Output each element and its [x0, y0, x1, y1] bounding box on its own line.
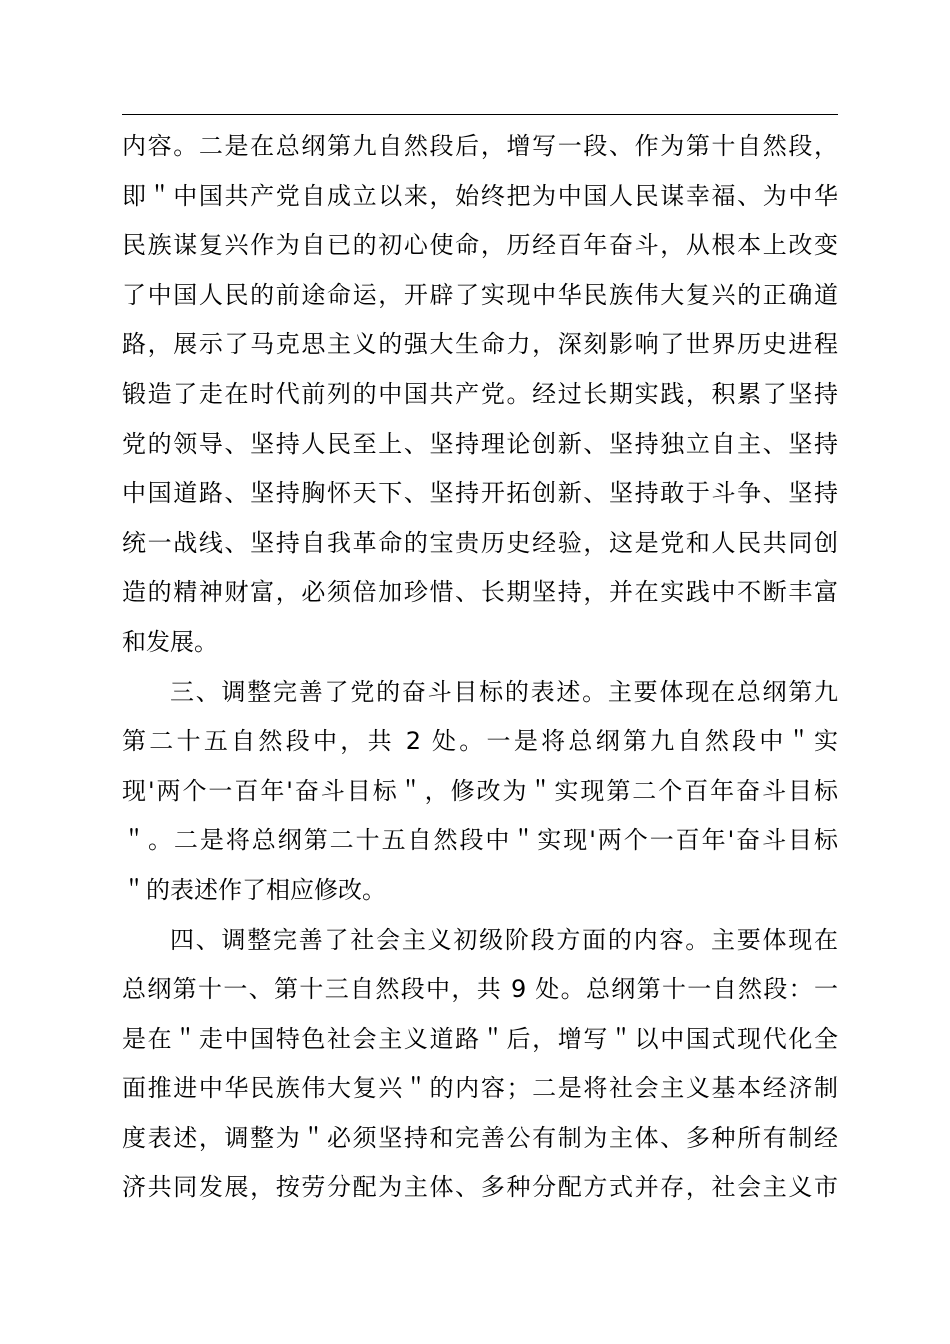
text-line: 统一战线、坚持自我革命的宝贵历史经验，这是党和人民共同创: [122, 528, 838, 557]
text-line: 造的精神财富，必须倍加珍惜、长期坚持，并在实践中不断丰富: [122, 578, 838, 607]
text-line: 是在＂走中国特色社会主义道路＂后，增写＂以中国式现代化全: [122, 1024, 838, 1053]
text-line: 锻造了走在时代前列的中国共产党。经过长期实践，积累了坚持: [122, 379, 838, 408]
text-line: 济共同发展，按劳分配为主体、多种分配方式并存，社会主义市: [122, 1173, 838, 1202]
text-line: ＂。二是将总纲第二十五自然段中＂实现'两个一百年'奋斗目标: [122, 826, 838, 855]
header-rule: [122, 114, 838, 115]
paragraph-heading-3: 三、调整完善了党的奋斗目标的表述。主要体现在总纲第九: [170, 677, 838, 706]
text-line: 总纲第十一、第十三自然段中，共 9 处。总纲第十一自然段：一: [122, 975, 838, 1004]
text-line: 中国道路、坚持胸怀天下、坚持开拓创新、坚持敢于斗争、坚持: [122, 479, 838, 508]
text-line: ＂的表述作了相应修改。: [122, 875, 386, 904]
text-line: 民族谋复兴作为自已的初心使命，历经百年奋斗，从根本上改变: [122, 231, 838, 260]
paragraph-heading-4: 四、调整完善了社会主义初级阶段方面的内容。主要体现在: [170, 925, 838, 954]
text-line: 路，展示了马克思主义的强大生命力，深刻影响了世界历史进程: [122, 330, 838, 359]
text-line: 和发展。: [122, 627, 218, 656]
text-line: 面推进中华民族伟大复兴＂的内容；二是将社会主义基本经济制: [122, 1074, 838, 1103]
text-line: 现'两个一百年'奋斗目标＂，修改为＂实现第二个百年奋斗目标: [122, 776, 838, 805]
text-line: 内容。二是在总纲第九自然段后，增写一段、作为第十自然段，: [122, 132, 838, 160]
text-line: 即＂中国共产党自成立以来，始终把为中国人民谋幸福、为中华: [122, 181, 838, 210]
text-line: 党的领导、坚持人民至上、坚持理论创新、坚持独立自主、坚持: [122, 429, 838, 458]
document-body: [122, 122, 838, 1213]
text-line: 度表述，调整为＂必须坚持和完善公有制为主体、多种所有制经: [122, 1123, 838, 1152]
text-line: 第二十五自然段中，共 2 处。一是将总纲第九自然段中＂实: [122, 727, 838, 756]
text-line: 了中国人民的前途命运，开辟了实现中华民族伟大复兴的正确道: [122, 280, 838, 309]
